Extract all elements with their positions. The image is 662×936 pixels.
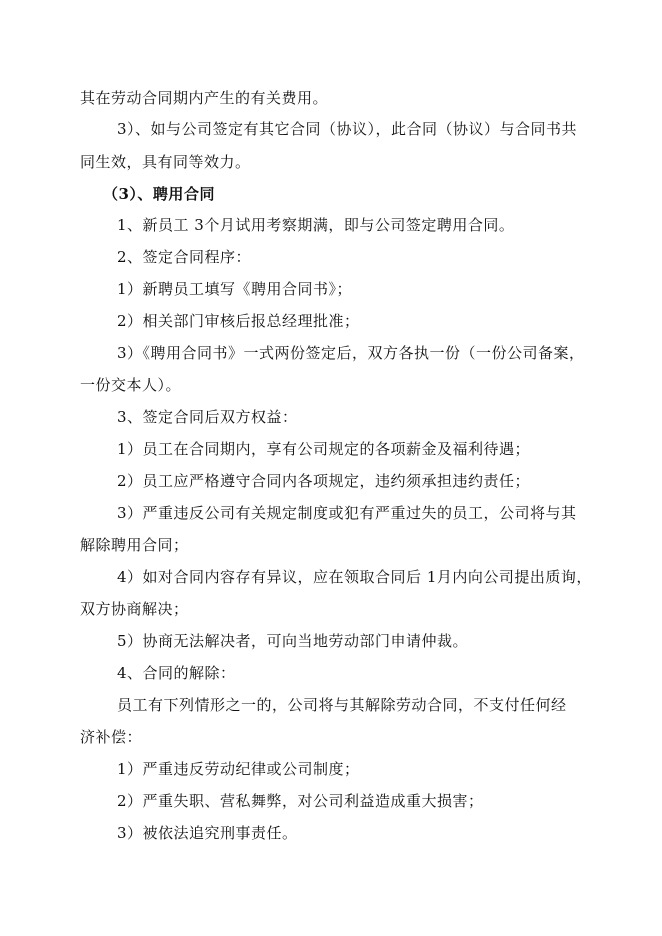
text-line-17: 双方协商解决； [80,600,189,618]
text-line-23: 2）严重失职、营私舞弊，对公司利益造成重大损害； [117,792,484,810]
text-line-20: 员工有下列情形之一的，公司将与其解除劳动合同，不支付任何经 [117,696,567,714]
text-line-8: 2）相关部门审核后报总经理批准； [117,312,360,330]
text-line-3: 同生效，具有同等效力。 [80,153,251,171]
text-line-24: 3）被依法追究刑事责任。 [117,824,298,842]
text-line-13: 2）员工应严格遵守合同内各项规定，违约须承担违约责任； [117,472,531,490]
text-line-5: 1、新员工 3个月试用考察期满，即与公司签定聘用合同。 [117,216,515,234]
text-line-15: 解除聘用合同； [80,536,189,554]
text-line-12: 1）员工在合同期内，享有公司规定的各项薪金及福利待遇； [117,440,531,458]
text-line-7: 1）新聘员工填写《聘用合同书》； [117,280,353,298]
text-line-14: 3）严重违反公司有关规定制度或犯有严重过失的员工，公司将与其 [117,504,577,522]
text-line-6: 2、签定合同程序： [117,248,252,266]
text-line-1: 其在劳动合同期内产生的有关费用。 [80,89,329,107]
text-line-22: 1）严重违反劳动纪律或公司制度； [117,760,360,778]
text-line-19: 4、合同的解除： [117,664,236,682]
text-line-11: 3、签定合同后双方权益： [117,408,298,426]
text-line-2: 3）、如与公司签定有其它合同（协议），此合同（协议）与合同书共 [117,120,578,138]
section-heading: （3）、聘用合同 [103,185,215,203]
text-line-18: 5）协商无法解决者，可向当地劳动部门申请仲裁。 [117,632,469,650]
text-line-9: 3）《聘用合同书》一式两份签定后，双方各执一份（一份公司备案， [117,344,585,362]
text-line-21: 济补偿： [80,728,143,746]
text-line-10: 一份交本人）。 [80,376,182,394]
text-line-16: 4）如对合同内容存有异议，应在领取合同后 1月内向公司提出质询， [117,568,592,586]
